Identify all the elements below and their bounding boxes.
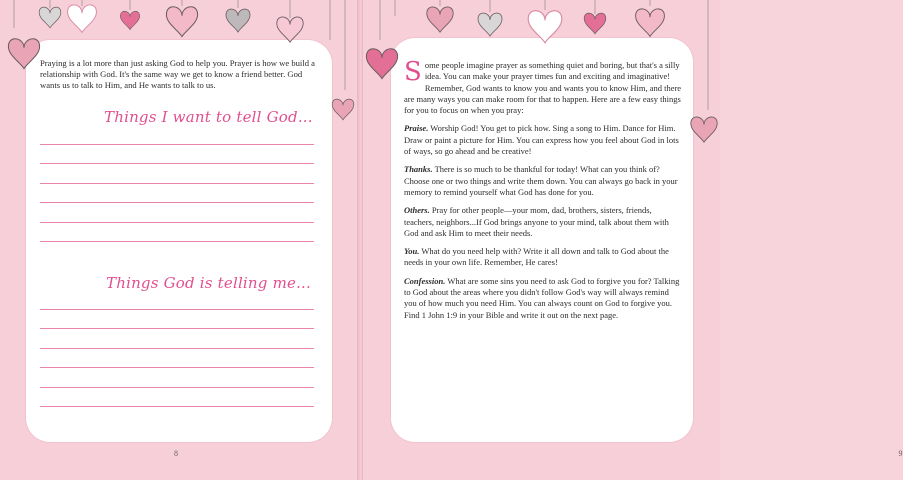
- writing-line[interactable]: [40, 202, 314, 203]
- writing-line[interactable]: [40, 241, 314, 242]
- item-text: Worship God! You get to pick how. Sing a song to Him. Dance for Him. Draw or paint a picture for Him. You can express how you feel about God in lots of ways, so go ahead and be creative!: [404, 123, 679, 157]
- page-number-right: 9: [898, 449, 903, 458]
- item-label: Confession.: [404, 275, 446, 286]
- writing-line[interactable]: [40, 163, 314, 164]
- right-body-text: [404, 57, 682, 328]
- heading-things-i-want-to-tell-god: Things I want to tell God...: [104, 108, 313, 126]
- prayer-item-you: [404, 246, 682, 269]
- writing-lines-1[interactable]: [40, 144, 314, 260]
- item-text: Pray for other people—your mom, dad, brothers, sisters, friends, teachers, neighbors...If God brings anyone to your mind, talk about them with God and ask Him to meet their needs.: [404, 205, 669, 238]
- left-page: [0, 0, 361, 480]
- left-intro-paragraph: Praying is a lot more than just asking God to help you. Prayer is how we build a relationship with God. It's the same way we get to know a friend better. God wants us to talk to Him, and He wants to talk to us.: [40, 58, 315, 91]
- prayer-item-praise: [404, 123, 682, 157]
- item-label: Thanks.: [404, 164, 433, 175]
- item-text: There is so much to be thankful for today! What can you think of? Choose one or two things and write them down. You can always go back in your memory to remind yourself what God has done for you.: [404, 164, 678, 197]
- writing-line[interactable]: [40, 309, 314, 310]
- item-label: You.: [404, 246, 420, 257]
- writing-lines-2[interactable]: [40, 309, 314, 425]
- right-intro-paragraph: [404, 57, 682, 116]
- intro-text: ome people imagine prayer as something quiet and boring, but that's a silly idea. You can make your prayer times fun and exciting and imaginative! Remember, God wants to know you and wants you to know Him, and there are many ways you can make room for that to happen. Here are a few easy things for you to focus on when you pray:: [404, 60, 682, 116]
- drop-cap: S: [404, 57, 422, 87]
- heading-things-god-is-telling-me: Things God is telling me...: [106, 274, 311, 292]
- prayer-item-thanks: [404, 164, 682, 198]
- item-label: Others.: [404, 205, 430, 216]
- writing-line[interactable]: [40, 144, 314, 145]
- page-number-left: 8: [174, 449, 178, 458]
- writing-line[interactable]: [40, 387, 314, 388]
- writing-line[interactable]: [40, 348, 314, 349]
- item-label: Praise.: [404, 123, 429, 134]
- prayer-item-others: [404, 205, 682, 239]
- writing-line[interactable]: [40, 328, 314, 329]
- item-text: What are some sins you need to ask God to forgive you for? Talking to God about the areas where you didn't follow God's way will always remind you of how much you need Him. You can always count on God to forgive you. Find 1 John 1:9 in your Bible and write it out on the next page.: [404, 275, 680, 320]
- book-gutter: [357, 0, 363, 480]
- writing-line[interactable]: [40, 183, 314, 184]
- writing-line[interactable]: [40, 406, 314, 407]
- item-text: What do you need help with? Write it all down and talk to God about the needs in your own life. Remember, He cares!: [404, 246, 669, 268]
- prayer-item-confession: [404, 276, 682, 321]
- writing-line[interactable]: [40, 367, 314, 368]
- writing-line[interactable]: [40, 222, 314, 223]
